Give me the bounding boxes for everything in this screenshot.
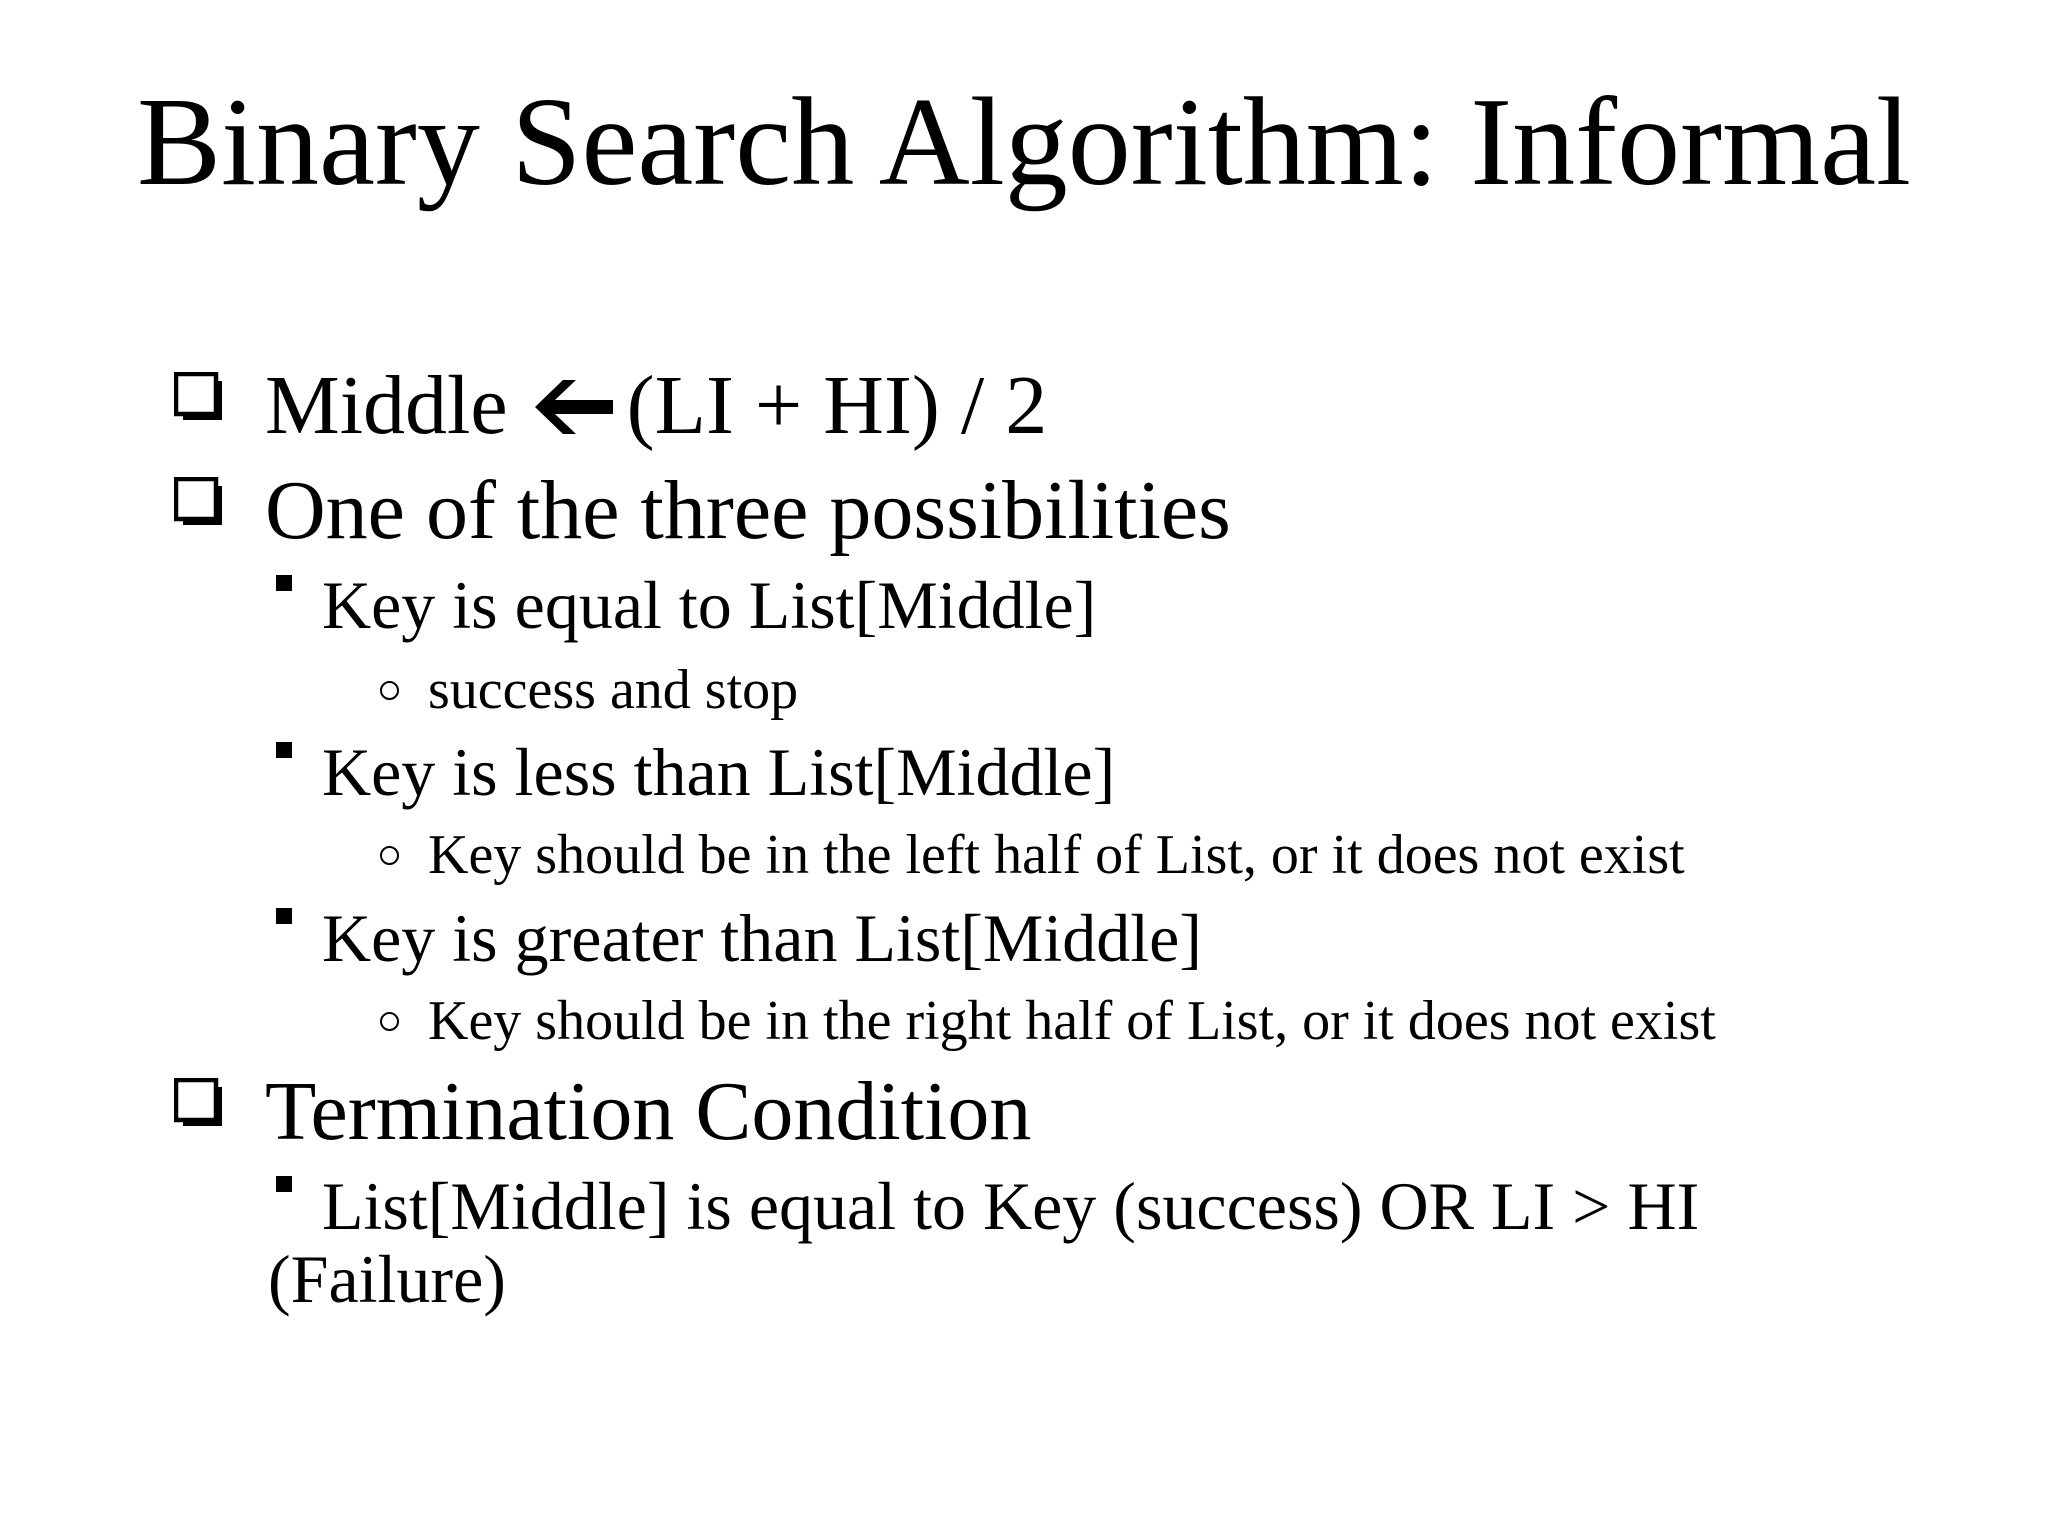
checkbox-icon	[174, 477, 222, 525]
sub-sub-bullet-right-half	[428, 990, 1716, 1052]
bullet-text-continuation: (Failure)	[268, 1241, 506, 1317]
sub-bullet-termination-rule	[322, 1168, 1700, 1244]
bullet-item-termination	[265, 1065, 1032, 1158]
circle-bullet-icon	[380, 681, 399, 700]
slide-title: Binary Search Algorithm: Informal	[136, 73, 1912, 212]
sub-sub-bullet-success	[428, 659, 799, 721]
checkbox-icon	[174, 372, 222, 420]
bullet-text: Key should be in the left half of List, or it does not exist	[428, 824, 1685, 886]
circle-bullet-icon	[380, 846, 399, 865]
bullet-text: Termination Condition	[265, 1065, 1032, 1158]
square-bullet-icon	[276, 908, 292, 924]
sub-bullet-less	[322, 734, 1116, 810]
bullet-text: Key is less than List[Middle]	[322, 734, 1116, 810]
checkbox-icon	[174, 1078, 222, 1126]
bullet-text: Key should be in the right half of List, or it does not exist	[428, 990, 1716, 1052]
square-bullet-icon	[276, 1176, 292, 1192]
bullet-text: success and stop	[428, 659, 799, 721]
bullet-text: Key is equal to List[Middle]	[322, 567, 1097, 643]
left-arrow-icon	[533, 377, 615, 437]
square-bullet-icon	[276, 575, 292, 591]
bullet-text: List[Middle] is equal to Key (success) OR LI > HI	[322, 1168, 1700, 1244]
bullet-text: Key is greater than List[Middle]	[322, 900, 1202, 976]
bullet-item-possibilities	[265, 464, 1231, 557]
sub-bullet-termination-continuation	[268, 1241, 506, 1317]
bullet-text: Middle	[265, 359, 508, 452]
bullet-text: One of the three possibilities	[265, 464, 1231, 557]
bullet-text: (LI + HI) / 2	[626, 359, 1048, 452]
square-bullet-icon	[276, 742, 292, 758]
sub-bullet-equal	[322, 567, 1097, 643]
sub-bullet-greater	[322, 900, 1202, 976]
circle-bullet-icon	[380, 1012, 399, 1031]
bullet-item-middle	[265, 359, 1048, 452]
sub-sub-bullet-left-half	[428, 824, 1685, 886]
